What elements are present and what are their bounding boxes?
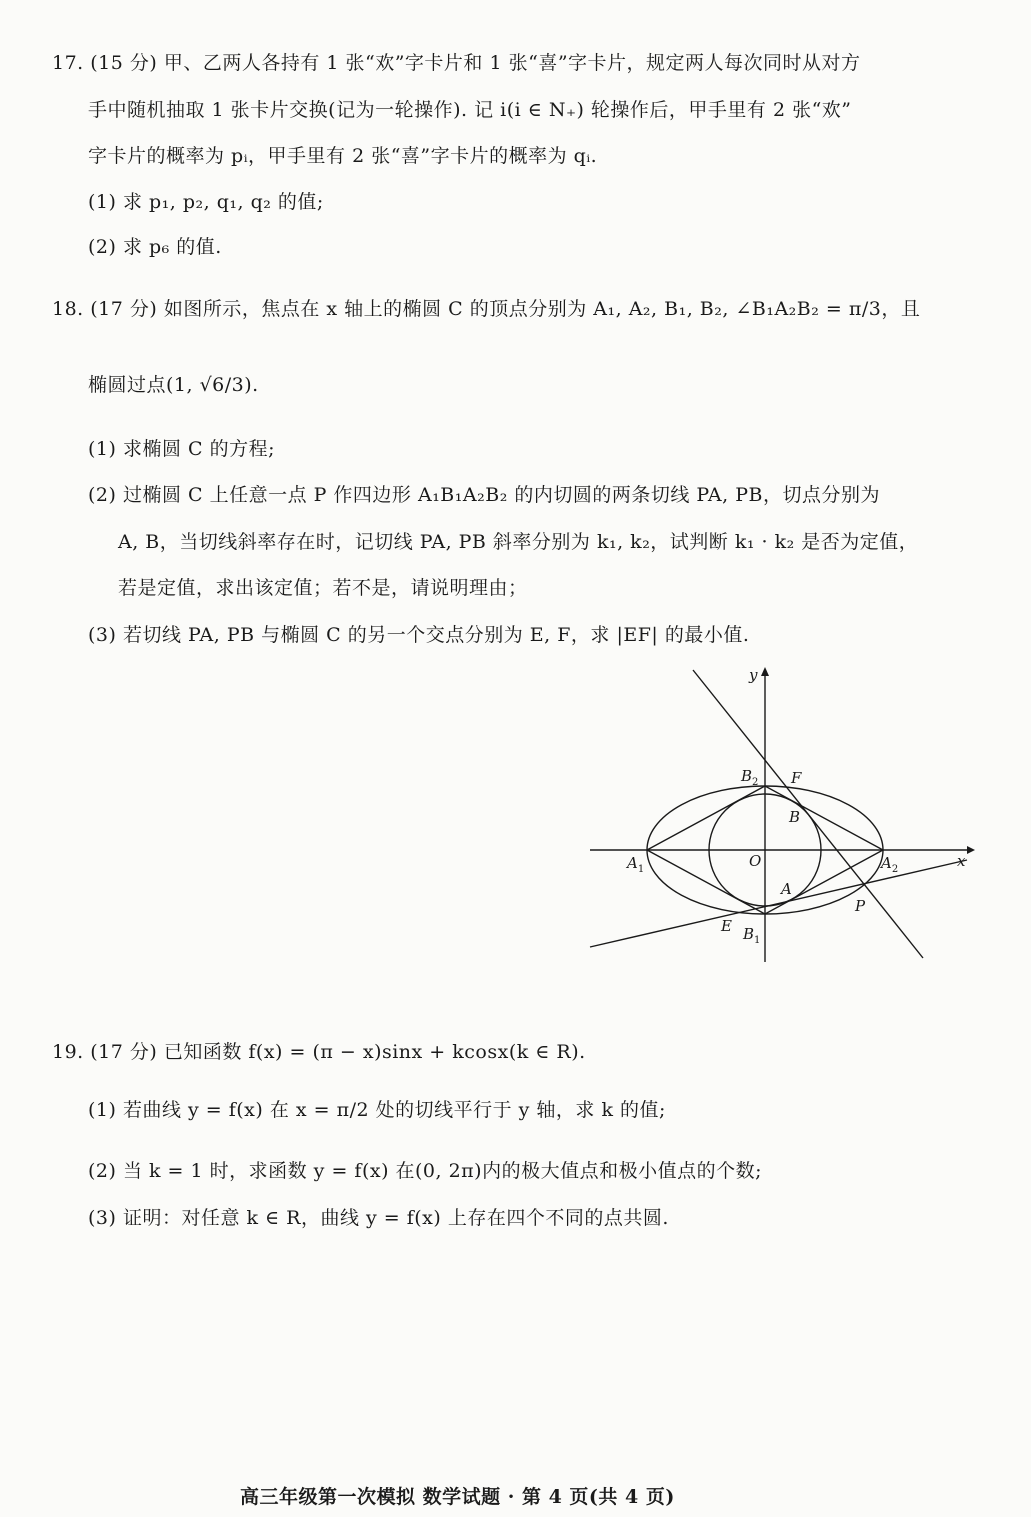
label-b1-letter: B [743,925,755,943]
q17-part-1: (1) 求 p₁, p₂, q₁, q₂ 的值; [88,191,324,213]
label-y-axis: y [749,666,758,684]
label-a2 [879,854,898,875]
label-e: E [721,917,732,935]
q17-line-1: 17. (15 分) 甲、乙两人各持有 1 张“欢”字卡片和 1 张“喜”字卡片，规定两人每次同时从对方 [52,52,861,74]
q18-part-2-line-3: 若是定值，求出该定值；若不是，请说明理由； [118,577,528,599]
label-a1-letter: A [627,854,638,872]
label-a1-sub: 1 [637,864,645,875]
label-b1 [742,925,760,946]
q18-part-3: (3) 若切线 PA, PB 与椭圆 C 的另一个交点分别为 E, F，求 |EF| 的最小值. [88,624,750,646]
q19-part-1: (1) 若曲线 y = f(x) 在 x = π/2 处的切线平行于 y 轴，求 k 的值; [88,1099,666,1121]
label-p: P [855,897,866,915]
q18-line-1: 18. (17 分) 如图所示，焦点在 x 轴上的椭圆 C 的顶点分别为 A₁, A₂, B₁, B₂, ∠B₁A₂B₂ = π/3，且 [52,298,921,320]
label-a: A [781,880,792,898]
label-b2 [740,767,758,788]
q17-part-2: (2) 求 p₆ 的值. [88,236,222,258]
label-f: F [791,769,802,787]
q17-line-3: 字卡片的概率为 pᵢ，甲手里有 2 张“喜”字卡片的概率为 qᵢ. [88,145,598,167]
q17-line-2: 手中随机抽取 1 张卡片交换(记为一轮操作). 记 i(i ∈ N₊) 轮操作后，甲手里有 2 张“欢” [88,99,852,121]
label-origin: O [749,852,762,870]
q18-part-2-line-1: (2) 过椭圆 C 上任意一点 P 作四边形 A₁B₁A₂B₂ 的内切圆的两条切线 PA, PB，切点分别为 [88,484,880,506]
x-axis-arrow [967,846,975,854]
label-b1-sub: 1 [754,935,761,946]
ellipse-figure [585,662,975,972]
label-x-axis: x [957,852,966,870]
q19-line-1: 19. (17 分) 已知函数 f(x) = (π − x)sinx + kcosx(k ∈ R). [52,1041,586,1063]
q19-part-3: (3) 证明：对任意 k ∈ R，曲线 y = f(x) 上存在四个不同的点共圆. [88,1207,669,1229]
ellipse-figure-svg [585,662,975,972]
label-a2-sub: 2 [891,864,899,875]
tangent-line-pa [590,860,967,947]
q18-line-2: 椭圆过点(1, √6/3). [88,374,259,396]
label-b: B [789,808,801,826]
label-a1 [625,854,644,875]
q19-part-2: (2) 当 k = 1 时，求函数 y = f(x) 在(0, 2π)内的极大值点和极小值点的个数; [88,1160,762,1182]
label-b2-sub: 2 [752,777,759,788]
y-axis-arrow [761,667,769,676]
q18-part-2-line-2: A, B，当切线斜率存在时，记切线 PA, PB 斜率分别为 k₁, k₂，试判断 k₁ · k₂ 是否为定值， [118,531,919,553]
label-b2-letter: B [741,767,753,785]
q18-part-1: (1) 求椭圆 C 的方程; [88,438,275,460]
label-a2-letter: A [881,854,892,872]
page-footer: 高三年级第一次模拟 数学试题 · 第 4 页(共 4 页) [240,1486,675,1508]
